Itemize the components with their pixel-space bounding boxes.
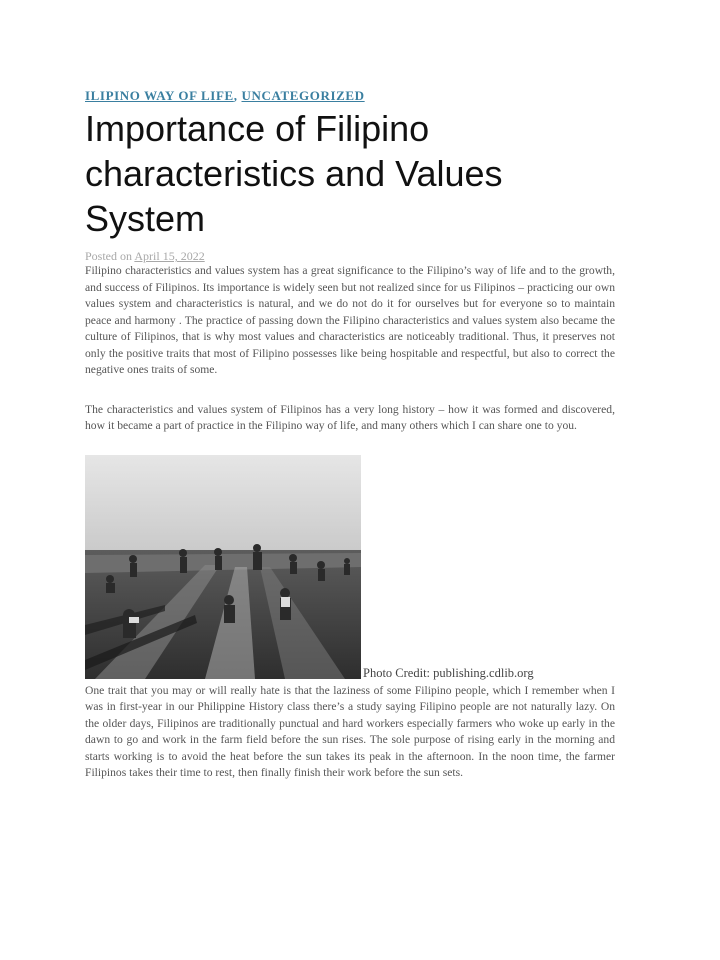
posted-prefix: Posted on: [85, 249, 133, 263]
article: [85, 88, 615, 782]
body-paragraph-1: Filipino characteristics and values system has a great significance to the Filipino’s way of life and to the growth, and success of Filipinos. Its importance is widely seen but not realized since for us Filipinos – practicing our own values system and characteristics is natural, and we do not do it for ourselves but for everyone so to maintain peace and harmony . The practice of passing down the Filipino characteristics and values system also became the culture of Filipinos, that is why most values and characteristics are noticeably traditional. Thus, it preserves not only the positive traits that most of Filipino possesses like being hospitable and respectful, but also to correct the negative ones traits of some.: [85, 264, 615, 376]
body-paragraph-2: The characteristics and values system of Filipinos has a very long history – how it was formed and discovered, how it became a part of practice in the Filipino way of life, and many others which I can share one to you.: [85, 402, 615, 432]
category-link-filipino-way-of-life[interactable]: ILIPINO WAY OF LIFE: [85, 88, 234, 103]
page-title: Importance of Filipino characteristics and Values System: [85, 108, 503, 239]
category-separator: ,: [233, 88, 238, 103]
photo-credit: Photo Credit: publishing.cdlib.org: [363, 665, 534, 680]
category-link-uncategorized[interactable]: UNCATEGORIZED: [241, 88, 365, 103]
posted-date-link[interactable]: April 15, 2022: [134, 249, 205, 263]
post-categories: [85, 88, 615, 104]
farm-field-illustration: [85, 455, 361, 679]
figure: [85, 455, 615, 679]
farm-workers-photo: [85, 455, 361, 679]
body-paragraph-3: One trait that you may or will really hate is that the laziness of some Filipino people, which I remember when I was in first-year in our Philippine History class there’s a study saying Filipino people are not naturally lazy. On the older days, Filipinos are traditionally punctual and hard workers especially farmers who woke up early in the dawn to go and work in the farm field before the sun rises. The sole purpose of rising early in the morning and starts working is to avoid the heat before the sun takes its peak in the afternoon. In the noon time, the farmer Filipinos takes their time to rest, then finally finish their work before the sun sets.: [85, 683, 615, 779]
post-meta: [85, 249, 615, 263]
